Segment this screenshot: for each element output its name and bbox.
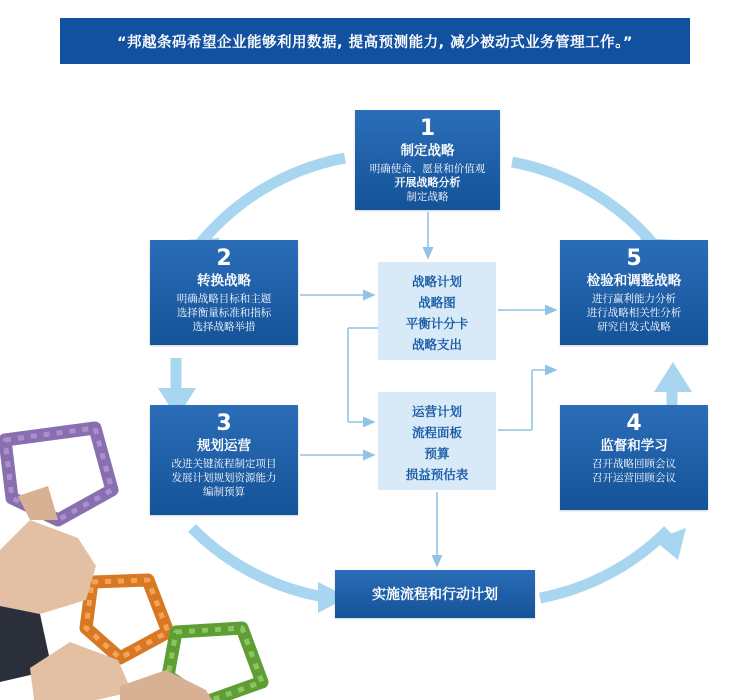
step-detail-line: 编制预算 — [203, 486, 245, 498]
step-title: 规划运营 — [197, 438, 251, 454]
step-detail-line: 进行赢利能力分析 — [592, 293, 676, 305]
step-detail-line: 发展计划规划资源能力 — [171, 472, 277, 484]
step-number: 2 — [216, 246, 232, 271]
strategy-plan-panel[interactable] — [378, 262, 496, 360]
step-number: 1 — [419, 116, 436, 141]
step-detail-line: 选择衡量标准和指标 — [176, 307, 272, 319]
execution-plan-label: 实施流程和行动计划 — [372, 587, 498, 603]
step-box-3[interactable] — [150, 405, 298, 515]
step-title: 转换战略 — [197, 273, 251, 289]
step-title: 监督和学习 — [600, 438, 668, 454]
execution-plan-bar[interactable] — [335, 570, 535, 618]
panel-line: 损益预估表 — [405, 467, 469, 482]
step-number: 5 — [626, 246, 642, 271]
step-detail-line: 明确使命、愿景和价值观 — [369, 163, 486, 175]
step-detail-line: 选择战略举措 — [192, 321, 256, 333]
step-detail-line: 研究自发式战略 — [597, 321, 671, 333]
step-box-5[interactable] — [560, 240, 708, 345]
cycle-arc-arrows — [158, 158, 692, 613]
step-title: 检验和调整战略 — [586, 273, 682, 289]
panel-line: 流程面板 — [411, 425, 462, 440]
quote-banner — [60, 18, 690, 64]
step-detail-line: 召开战略回顾会议 — [592, 458, 676, 470]
step-detail-line: 召开运营回顾会议 — [592, 472, 676, 484]
step-detail-line: 开展战略分析 — [394, 176, 461, 189]
step-detail-line: 制定战略 — [406, 191, 449, 203]
step-detail-line: 改进关键流程制定项目 — [171, 458, 277, 470]
operations-plan-panel[interactable] — [378, 392, 496, 490]
step-title: 制定战略 — [400, 143, 455, 159]
panel-line: 战略计划 — [411, 274, 462, 289]
step-number: 4 — [626, 411, 642, 436]
panel-line: 战略支出 — [411, 337, 462, 352]
step-box-4[interactable] — [560, 405, 708, 510]
panel-line: 预算 — [424, 446, 450, 461]
strategy-cycle-diagram — [0, 70, 750, 700]
step-number: 3 — [216, 411, 232, 436]
step-box-1[interactable] — [355, 110, 500, 210]
step-box-2[interactable] — [150, 240, 298, 345]
panel-line: 运营计划 — [411, 404, 462, 419]
panel-line: 平衡计分卡 — [405, 316, 469, 331]
panel-line: 战略图 — [418, 295, 456, 310]
step-detail-line: 进行战略相关性分析 — [586, 307, 682, 319]
quote-banner-text: “邦越条码希望企业能够利用数据, 提高预测能力, 减少被动式业务管理工作。” — [117, 34, 633, 51]
step-detail-line: 明确战略目标和主题 — [176, 293, 272, 305]
